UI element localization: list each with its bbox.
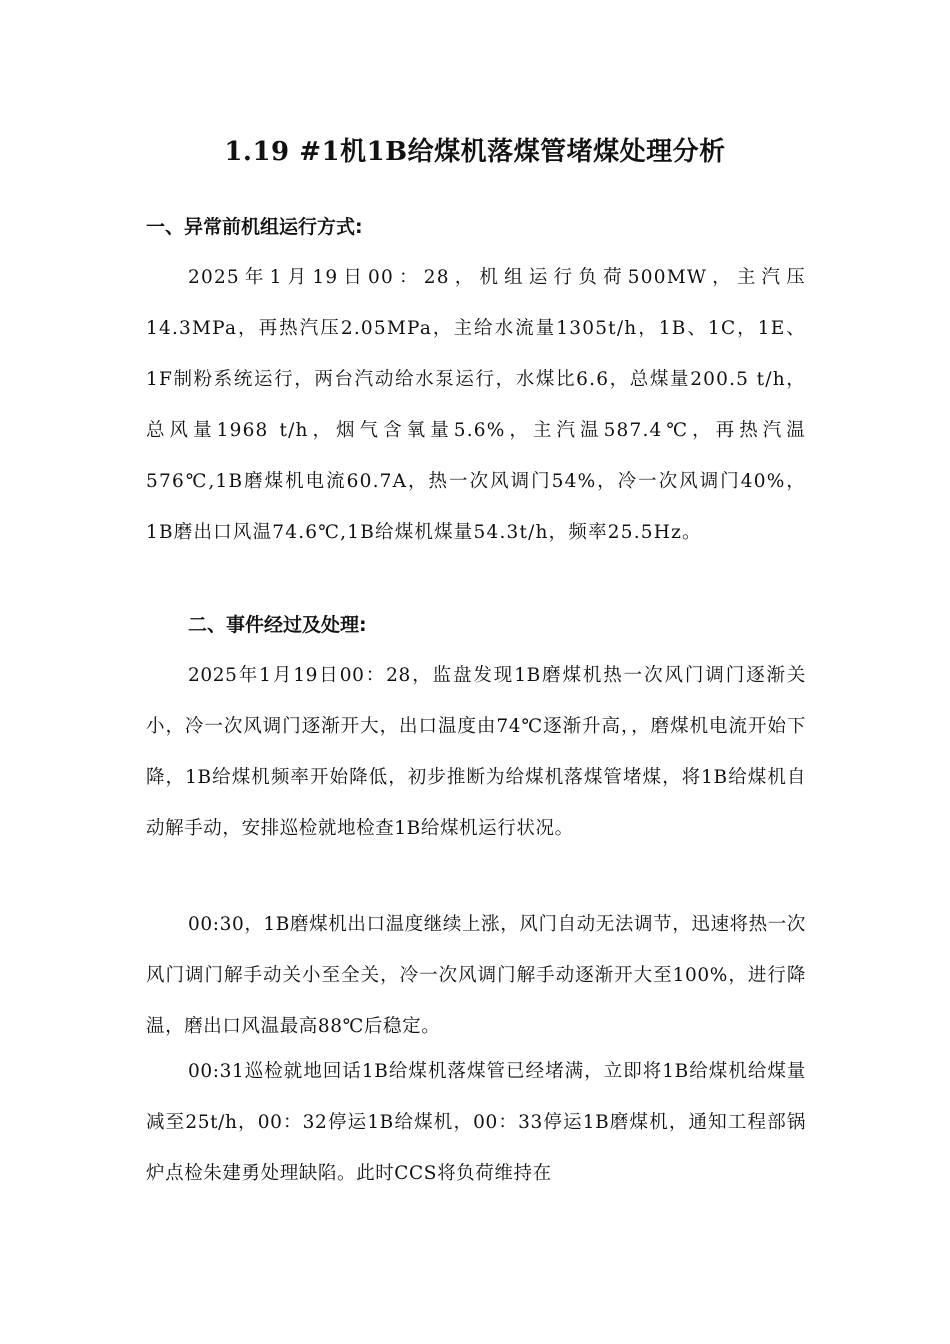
paragraph-event-3: 00:31巡检就地回话1B给煤机落煤管已经堵满，立即将1B给煤机给煤量减至25t/h，00：32停运1B给煤机，00：33停运1B磨煤机，通知工程部锅炉点检朱建勇处理缺陷。此时CCS将负荷维持在 xyxy=(146,1061,806,1184)
section-heading-operating-mode: 一、异常前机组运行方式: xyxy=(146,216,363,238)
paragraph-event-1: 2025年1月19日00：28，监盘发现1B磨煤机热一次风门调门逐渐关小，冷一次风调门逐渐开大，出口温度由74℃逐渐升高，，磨煤机电流开始下降，1B给煤机频率开始降低，初步推断为给煤机落煤管堵煤，将1B给煤机自动解手动，安排巡检就地检查1B给煤机运行状况。 xyxy=(146,665,806,839)
section-heading-event-process: 二、事件经过及处理: xyxy=(188,614,367,636)
paragraph-event-2: 00:30，1B磨煤机出口温度继续上涨，风门自动无法调节，迅速将热一次风门调门解手动关小至全关，冷一次风调门解手动逐渐开大至100%，进行降温，磨出口风温最高88℃后稳定。 xyxy=(146,914,806,1037)
document-title: 1.19 #1机1B给煤机落煤管堵煤处理分析 xyxy=(224,137,726,167)
paragraph-operating-mode: 2025年1月19日00：28，机组运行负荷500MW，主汽压14.3MPa，再热汽压2.05MPa，主给水流量1305t/h，1B、1C，1E、1F制粉系统运行，两台汽动给水泵运行，水煤比6.6，总煤量200.5 t/h，总风量1968 t/h，烟气含氧量5.6%，主汽温587.4℃，再热汽温576℃,1B磨煤机电流60.7A，热一次风调门54%，冷一次风调门40%，1B磨出口风温74.6℃,1B给煤机煤量54.3t/h，频率25.5Hz。 xyxy=(146,267,806,543)
